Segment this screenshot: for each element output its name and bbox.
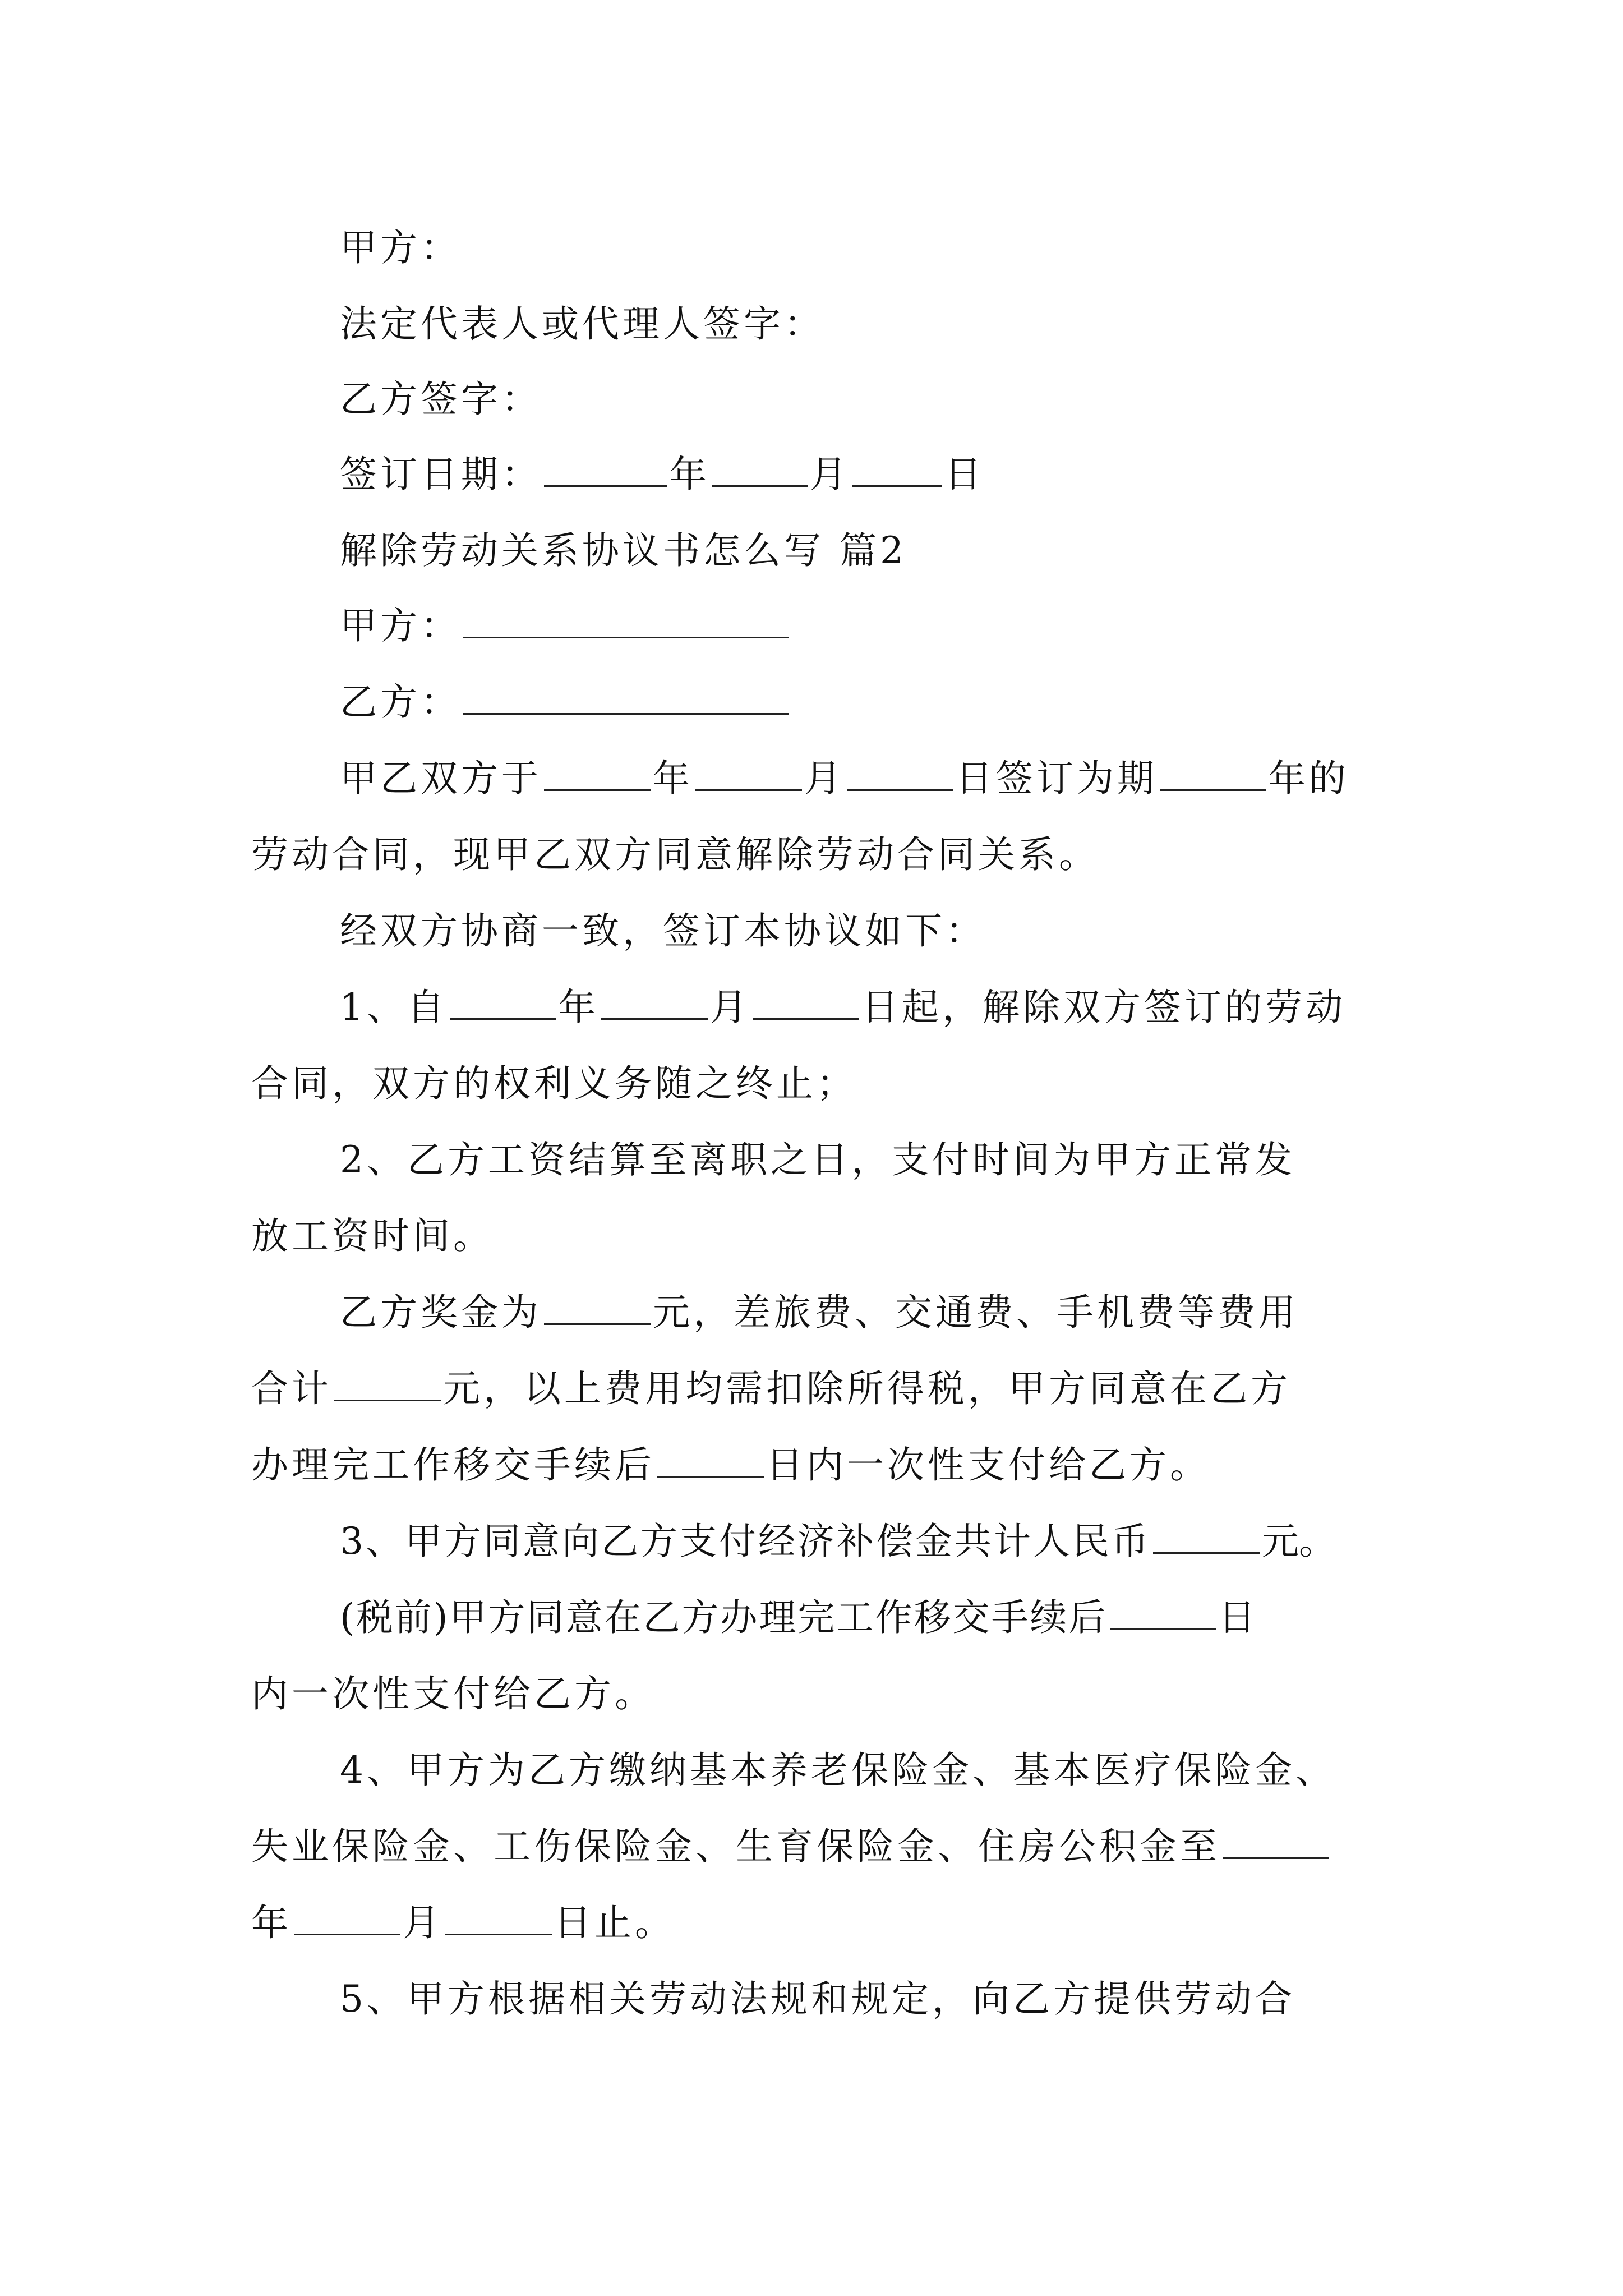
- text-fragment: 日止。: [554, 1901, 675, 1944]
- blank-field: [695, 756, 802, 791]
- party-a-blank: [463, 603, 789, 638]
- text-fragment: 元。: [1262, 1520, 1336, 1563]
- clause-3-line: [340, 1513, 1478, 1570]
- text-fragment: 年: [559, 986, 599, 1029]
- handover-line: [251, 1437, 1390, 1493]
- text-fragment: 月: [403, 1901, 443, 1944]
- blank-field: [1160, 756, 1266, 791]
- text-fragment: 失业保险金、工伤保险金、生育保险金、住房公积金至: [251, 1825, 1220, 1868]
- paragraph-line: 合同，双方的权利义务随之终止；: [251, 1062, 857, 1105]
- contract-date-line: [340, 751, 1478, 807]
- paragraph-line: 内一次性支付给乙方。: [251, 1672, 655, 1715]
- text-fragment: 月: [710, 986, 750, 1029]
- party-a-field-label: 甲方：: [340, 604, 461, 647]
- insurance-line: [251, 1819, 1390, 1875]
- pretax-line: [340, 1590, 1478, 1646]
- legal-rep-signature-label: 法定代表人或代理人签字：: [340, 302, 824, 346]
- month-unit: 月: [810, 453, 850, 496]
- text-fragment: 元，以上费用均需扣除所得税，甲方同意在乙方: [443, 1367, 1291, 1410]
- text-fragment: 日: [1218, 1596, 1259, 1639]
- clause-4-line: 4、甲方为乙方缴纳基本养老保险金、基本医疗保险金、: [340, 1749, 1336, 1792]
- text-fragment: 3、甲方同意向乙方支付经济补偿金共计人民币: [340, 1520, 1151, 1563]
- signing-date-line: [340, 447, 1478, 503]
- text-fragment: 甲乙双方于: [340, 757, 542, 800]
- blank-field: [753, 984, 859, 1020]
- day-unit: 日: [944, 453, 985, 496]
- party-a-label: 甲方：: [340, 226, 461, 269]
- blank-field: [847, 756, 953, 791]
- text-fragment: 年: [653, 757, 693, 800]
- party-b-signature-label: 乙方签字：: [340, 378, 542, 421]
- month-blank: [712, 452, 808, 487]
- text-fragment: 办理完工作移交手续后: [251, 1443, 655, 1487]
- blank-field: [294, 1900, 400, 1935]
- clause-5-line: 5、甲方根据相关劳动法规和规定，向乙方提供劳动合: [340, 1977, 1295, 2021]
- party-b-field-label: 乙方：: [340, 680, 461, 724]
- blank-field: [657, 1442, 764, 1478]
- year-blank: [544, 452, 667, 487]
- clause-2-line: 2、乙方工资结算至离职之日，支付时间为甲方正常发: [340, 1138, 1295, 1181]
- section-heading: 解除劳动关系协议书怎么写 篇2: [340, 529, 907, 572]
- text-fragment: 日内一次性支付给乙方。: [766, 1443, 1210, 1487]
- text-fragment: 日签订为期: [956, 757, 1158, 800]
- text-fragment: 乙方奖金为: [340, 1291, 542, 1334]
- blank-field: [544, 1290, 651, 1325]
- blank-field: [450, 984, 556, 1020]
- blank-field: [1223, 1824, 1329, 1859]
- day-blank: [852, 452, 942, 487]
- party-b-line: [340, 674, 1478, 730]
- insurance-end-date-line: [251, 1895, 1390, 1951]
- signing-date-label: 签订日期：: [340, 453, 542, 496]
- party-b-blank: [463, 679, 789, 715]
- clause-1-line: [340, 979, 1478, 1036]
- paragraph-line: 劳动合同，现甲乙双方同意解除劳动合同关系。: [251, 833, 1099, 876]
- text-fragment: 年: [251, 1901, 292, 1944]
- blank-field: [1153, 1519, 1260, 1554]
- text-fragment: 年的: [1269, 757, 1349, 800]
- blank-field: [334, 1366, 441, 1401]
- text-fragment: 日起，解除双方签订的劳动: [861, 986, 1346, 1029]
- paragraph-line: 经双方协商一致，签订本协议如下：: [340, 909, 986, 953]
- blank-field: [445, 1900, 552, 1935]
- text-fragment: (税前)甲方同意在乙方办理完工作移交手续后: [340, 1596, 1108, 1639]
- year-unit: 年: [670, 453, 710, 496]
- bonus-line: [340, 1285, 1478, 1341]
- blank-field: [601, 984, 708, 1020]
- text-fragment: 元，差旅费、交通费、手机费等费用: [653, 1291, 1299, 1334]
- text-fragment: 1、自: [340, 986, 448, 1029]
- text-fragment: 月: [804, 757, 845, 800]
- blank-field: [1110, 1595, 1216, 1630]
- text-fragment: 合计: [251, 1367, 332, 1410]
- party-a-line: [340, 598, 1478, 654]
- total-line: [251, 1361, 1390, 1417]
- blank-field: [544, 756, 651, 791]
- paragraph-line: 放工资时间。: [251, 1214, 494, 1258]
